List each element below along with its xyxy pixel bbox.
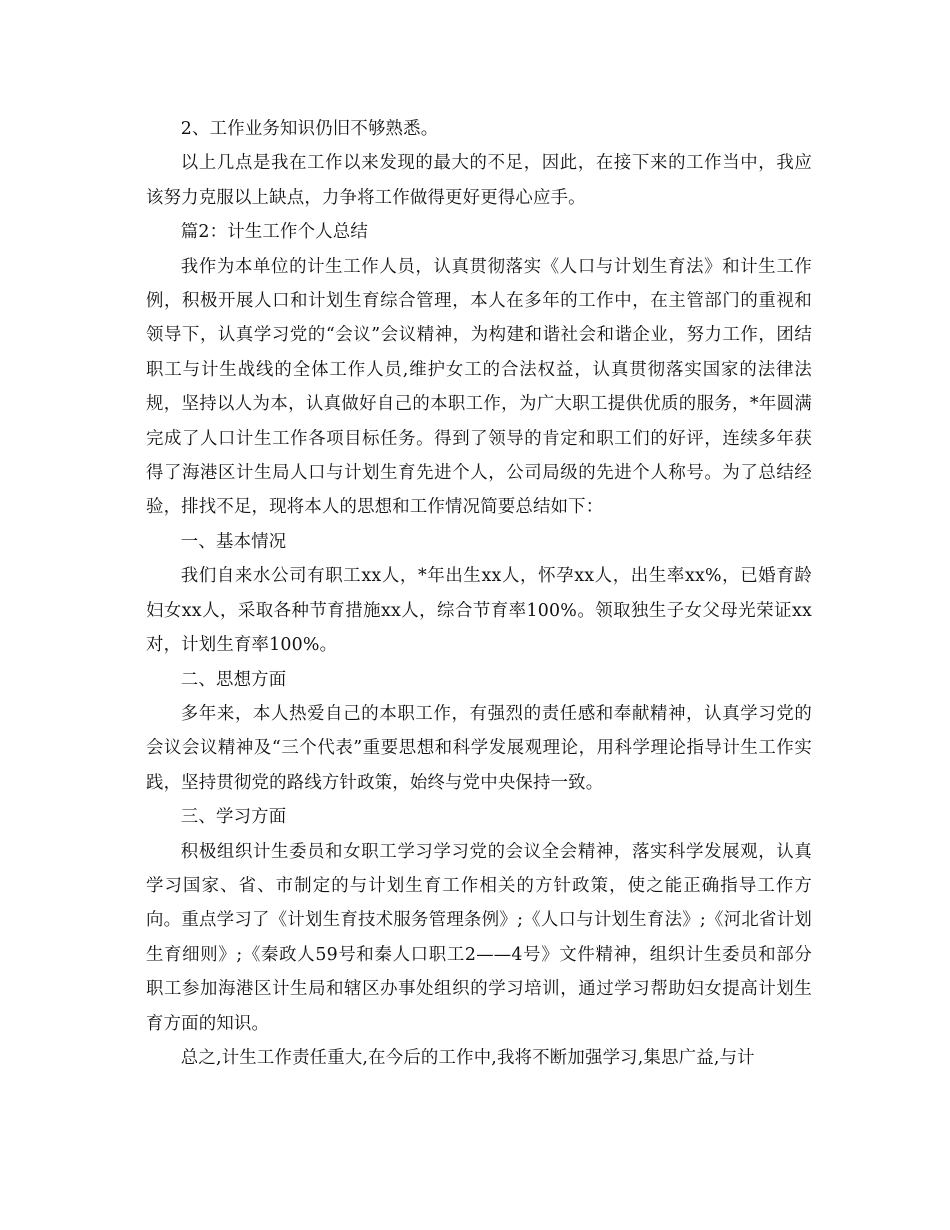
paragraph-conclusion: 总之,计生工作责任重大,在今后的工作中,我将不断加强学习,集思广益,与计 [180, 1047, 755, 1068]
section-title-summary: 篇2：计生工作个人总结 [180, 222, 368, 243]
paragraph-weakness-2: 2、工作业务知识仍旧不够熟悉。 [180, 119, 439, 139]
paragraph-introduction: 我作为本单位的计生工作人员，认真贯彻落实《人口与计划生育法》和计生工作例，积极开展人口和计划生育综合管理，本人在多年的工作中，在主管部门的重视和领导下，认真学习党的“会议”会议精神，为构建和谐社会和谐企业，努力工作，团结职工与计生战线的全体工作人员,维护女工的合法权益，认真贯彻落实国家的法律法规，坚持以人为本，认真做好自己的本职工作，为广大职工提供优质的服务，*年圆满完成了人口计生工作各项目标任务。得到了领导的肯定和职工们的好评，连续多年获得了海港区计生局人口与计划生育先进个人，公司局级的先进个人称号。为了总结经验，排找不足，现将本人的思想和工作情况简要总结如下： [146, 256, 812, 518]
heading-study: 三、学习方面 [180, 807, 287, 828]
document-body [146, 112, 812, 1075]
heading-basic-situation: 一、基本情况 [180, 531, 287, 552]
paragraph-improvement: 以上几点是我在工作以来发现的最大的不足，因此，在接下来的工作当中，我应该努力克服以上缺点，力争将工作做得更好更得心应手。 [146, 153, 812, 208]
paragraph-ideology: 多年来，本人热爱自己的本职工作，有强烈的责任感和奉献精神，认真学习党的会议会议精神及“三个代表”重要思想和科学发展观理论，用科学理论指导计生工作实践，坚持贯彻党的路线方针政策，始终与党中央保持一致。 [146, 703, 812, 793]
paragraph-study: 积极组织计生委员和女职工学习学习党的会议全会精神，落实科学发展观，认真学习国家、省、市制定的与计划生育工作相关的方针政策，使之能正确指导工作方向。重点学习了《计划生育技术服务管理条例》;《人口与计划生育法》;《河北省计划生育细则》;《秦政人59号和秦人口职工2——4号》文件精神，组织计生委员和部分职工参加海港区计生局和辖区办事处组织的学习培训，通过学习帮助妇女提高计划生育方面的知识。 [146, 841, 812, 1034]
paragraph-basic-situation: 我们自来水公司有职工xx人，*年出生xx人，怀孕xx人，出生率xx%，已婚育龄妇女xx人，采取各种节育措施xx人，综合节育率100%。领取独生子女父母光荣证xx对，计划生育率100%。 [146, 566, 812, 656]
heading-ideology: 二、思想方面 [180, 669, 287, 690]
